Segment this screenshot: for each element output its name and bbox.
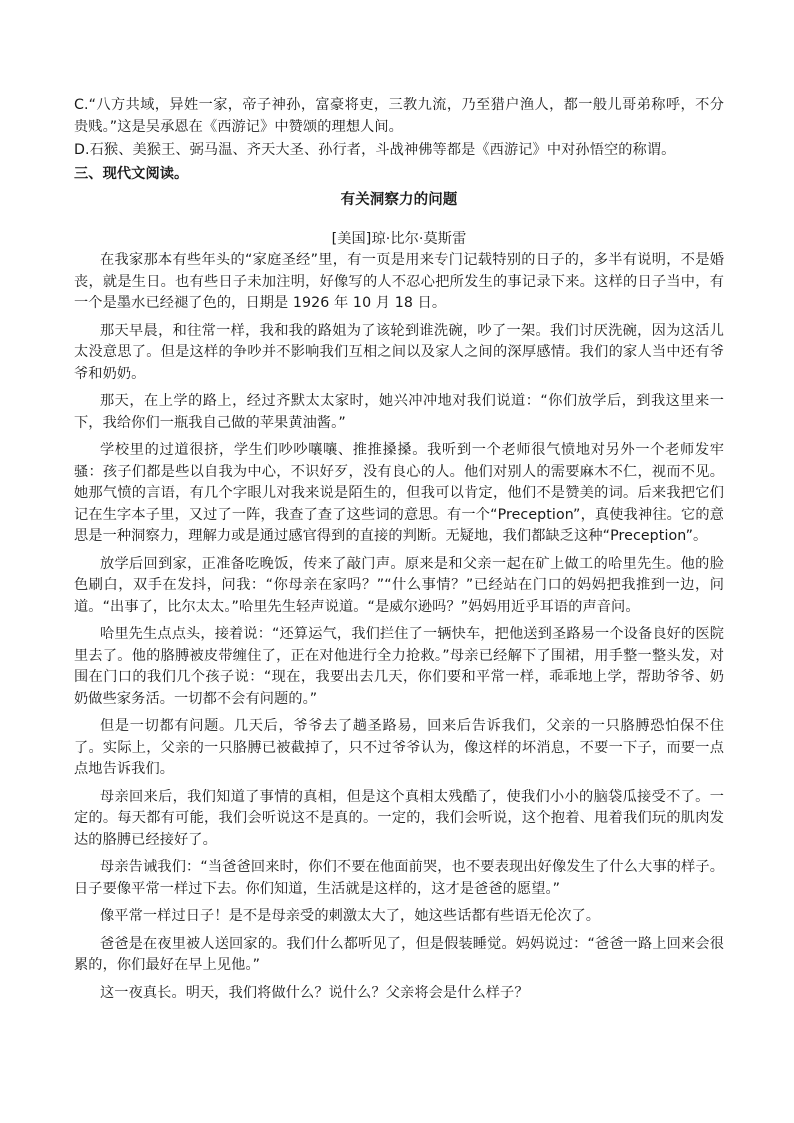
option-d: D.石猴、美猴王、弼马温、齐天大圣、孙行者，斗战神佛等都是《西游记》中对孙悟空的称谓。 <box>74 142 676 158</box>
article-paragraph-3: 那天，在上学的路上，经过齐默太太家时，她兴冲冲地对我们说道：“你们放学后，到我这里来一下，我给你们一瓶我自己做的苹果黄油酱。” <box>74 393 724 431</box>
article-paragraph-12: 这一夜真长。明天，我们将做什么？说什么？父亲将会是什么样子？ <box>100 984 529 1001</box>
article-paragraph-1: 在我家那本有些年头的“家庭圣经”里，有一页是用来专门记载特别的日子的，多半有说明，不是婚丧，就是生日。也有些日子未加注明，好像写的人不忍心把所发生的事记录下来。这样的日子当中，有一个是墨水已经褪了色的，日期是 1926 年 10 月 18 日。 <box>74 252 724 311</box>
section-heading: 三、现代文阅读。 <box>74 165 189 182</box>
article-paragraph-2: 那天早晨，和往常一样，我和我的路姐为了该轮到谁洗碗，吵了一架。我们讨厌洗碗，因为这活儿太没意思了。但是这样的争吵并不影响我们互相之间以及家人之间的深厚感情。我们的家人当中还有爷爷和奶奶。 <box>74 322 724 382</box>
document-page <box>74 95 724 1010</box>
option-c: C.“八方共域，异姓一家，帝子神孙，富豪将吏，三教九流，乃至猎户渔人，都一般儿哥弟称呼，不分贵贱。”这是吴承恩在《西游记》中赞颂的理想人间。 <box>74 97 724 135</box>
article-author: [美国]琼·比尔·莫斯雷 <box>331 230 467 247</box>
article-paragraph-11: 爸爸是在夜里被人送回家的。我们什么都听见了，但是假装睡觉。妈妈说过：“爸爸一路上回来会很累的，你们最好在早上见他。” <box>74 935 724 973</box>
article-paragraph-9: 母亲告诫我们：“当爸爸回来时，你们不要在他面前哭，也不要表现出好像发生了什么大事的样子。日子要像平常一样过下去。你们知道，生活就是这样的，这才是爸爸的愿望。” <box>74 859 724 897</box>
article-paragraph-8: 母亲回来后，我们知道了事情的真相，但是这个真相太残酷了，使我们小小的脑袋瓜接受不了。一定的。每天都有可能，我们会听说这不是真的。一定的，我们会听说，这个抱着、甩着我们玩的肌肉发达的胳膊已经接好了。 <box>74 788 724 848</box>
article-title: 有关洞察力的问题 <box>340 192 458 208</box>
article-paragraph-4: 学校里的过道很挤，学生们吵吵嚷嚷、推推搡搡。我听到一个老师很气愤地对另外一个老师发牢骚：孩子们都是些以自我为中心，不识好歹，没有良心的人。他们对别人的需要麻木不仁，视而不见。她那气愤的言语，有几个字眼儿对我来说是陌生的，但我可以肯定，他们不是赞美的词。后来我把它们记在生字本子里，又过了一阵，我查了查了这些词的意思。有一个“Preception”，真使我神往。它的意思是一种洞察力，理解力或是通过感官得到的直接的判断。无疑地，我们都缺乏这种“Preception”。 <box>74 442 724 544</box>
article-paragraph-7: 但是一切都有问题。几天后，爷爷去了趟圣路易，回来后告诉我们，父亲的一只胳膊恐怕保不住了。实际上，父亲的一只胳膊已被截掉了，只不过爷爷认为，像这样的坏消息，不要一下子，而要一点点地告诉我们。 <box>74 718 724 777</box>
article-paragraph-6: 哈里先生点点头，接着说：“还算运气，我们拦住了一辆快车，把他送到圣路易一个设备良好的医院里去了。他的胳膊被皮带缠住了，正在对他进行全力抢救。”母亲已经解下了围裙，用手整一整头发，对围在门口的我们几个孩子说：“现在，我要出去几天，你们要和平常一样，乖乖地上学，帮助爷爷、奶奶做些家务活。一切都不会有问题的。” <box>74 626 724 707</box>
article-paragraph-10: 像平常一样过日子！是不是母亲受的刺激太大了，她这些话都有些语无伦次了。 <box>100 908 601 924</box>
article-paragraph-5: 放学后回到家，正准备吃晚饭，传来了敲门声。原来是和父亲一起在矿上做工的哈里先生。他的脸色刷白，双手在发抖，问我：“你母亲在家吗？”“什么事情？”已经站在门口的妈妈把我推到一边，问道。“出事了，比尔太太。”哈里先生轻声说道。“是威尔逊吗？”妈妈用近乎耳语的声音问。 <box>74 555 724 615</box>
